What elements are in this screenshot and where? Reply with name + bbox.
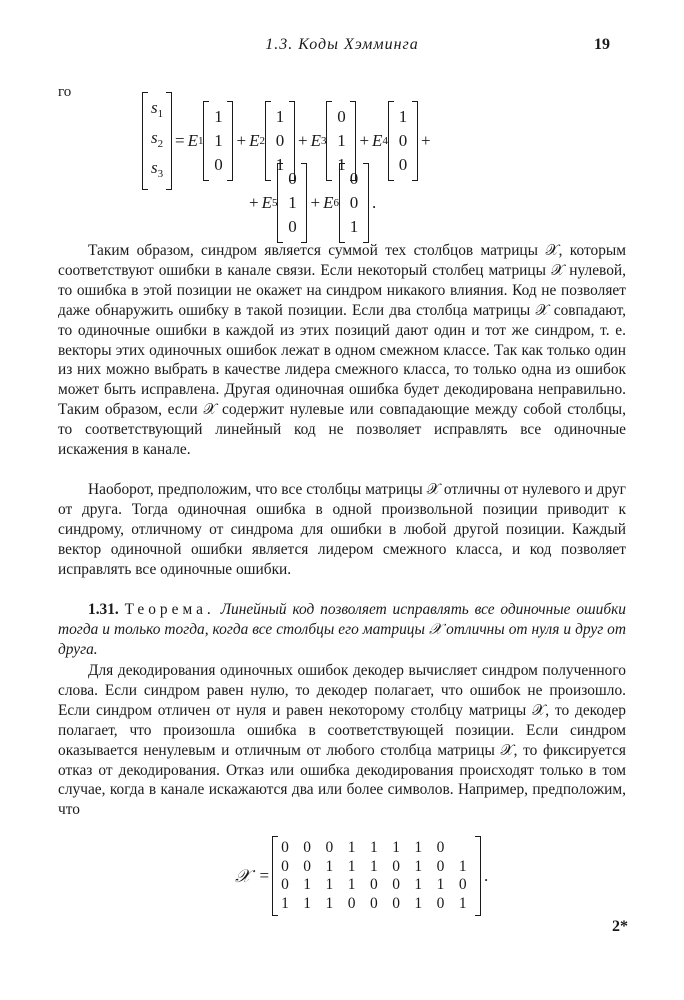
- signature-mark: 2*: [612, 918, 628, 935]
- theorem-statement: Линейный код позволяет исправлять все одиночные ошибки тогда и только тогда, когда все столбцы его матрицы 𝒳 отличны от нуля и друг от друга.: [58, 601, 626, 658]
- syndrome-equation-2: + E 5 0 1 0 + E 6 0 0 1 .: [246, 163, 379, 243]
- matrix-h-equation: 𝒳 = 0 0 0 1 1 1 1 0 0 0 1 1 1 0 1 0 1 0 1 1 1 0 0 1 1 0 1 1 1 0 0 0 1 0 1 .: [235, 836, 491, 916]
- matrix-h-symbol: 𝒳: [235, 865, 251, 887]
- column-6: 0 0 1: [339, 163, 369, 243]
- matrix-h: [272, 836, 481, 916]
- column-5: 0 1 0: [277, 163, 307, 243]
- paragraph-syndrome-sum: Таким образом, синдром является суммой тех столбцов матрицы 𝒳, которым соответствуют ошибки в канале связи. Если некоторый столбец матрицы 𝒳 нулевой, то ошибка в этой позиции не окажет на синдром никакого влияния. Код не позволяет даже обнаружить ошибку в такой позиции. Если два столбца матрицы 𝒳 совпадают, то одиночные ошибки в каждой из этих позиций дают один и тот же синдром, т. е. векторы этих одиночных ошибок лежат в одном смежном классе. Так как только один из них можно выбрать в качестве лидера смежного класса, то только одна из ошибок может быть исправлена. Другая одиночная ошибка будет декодирована неправильно. Таким образом, если 𝒳 содержит нулевые или совпадающие между собой столбцы, то соответствующий линейный код не позволяет исправлять все одиночные искажения в канале.: [58, 242, 626, 459]
- column-1: 1 1 0: [203, 101, 233, 181]
- matrix-row: 0 0 1 1 1 0 1 0 1: [281, 857, 472, 875]
- page-number: 19: [594, 36, 610, 53]
- theorem-1-31: [58, 600, 626, 660]
- column-2: 1 0 1: [265, 101, 295, 181]
- theorem-word: Теорема.: [124, 601, 215, 618]
- paragraph-decoding: Для декодирования одиночных ошибок декодер вычисляет синдром полученного слова. Если синдром равен нулю, то декодер полагает, что ошибок не произошло. Если синдром отличен от нуля и равен некоторому столбцу матрицы 𝒳, то декодер полагает, что произошла ошибка в соответствующей позиции. Если синдром оказывается ненулевым и отличным от любого столбца матрицы 𝒳, то фиксируется отказ от декодирования. Отказ или ошибка декодирования происходят только в том случае, когда в канале искажаются два или более символов. Например, предположим, что: [58, 662, 626, 819]
- matrix-row: 0 1 1 1 0 0 1 1 0: [281, 876, 472, 893]
- syndrome-equation-1: $s_1$ $s_2$ $s_3$ = E 1 1 1 0 + E 2 1 0 1 + E 3 0 1 1 + E 4 1 0 0 +: [142, 92, 434, 190]
- syndrome-vector: $s_1$ $s_2$ $s_3$: [142, 92, 172, 190]
- column-3: 0 1 1: [326, 101, 356, 181]
- matrix-row: 0 0 0 1 1 1 1 0: [281, 839, 450, 856]
- running-title: 1.3. Коды Хэмминга: [265, 36, 419, 53]
- paragraph-distinct-columns: Наоборот, предположим, что все столбцы матрицы 𝒳 отличны от нулевого и друг от друга. Тогда одиночная ошибка в одной произвольной позиции приводит к синдрому, отличному от синдрома для ошибки в любой другой позиции. Каждый вектор одиночной ошибки является лидером смежного класса, и код позволяет исправлять все одиночные ошибки.: [58, 481, 626, 578]
- matrix-row: 1 1 1 0 0 0 1 0 1: [281, 894, 472, 912]
- column-4: 1 0 0: [388, 101, 418, 181]
- continuation-fragment: го: [58, 84, 72, 100]
- theorem-number: 1.31.: [88, 601, 119, 618]
